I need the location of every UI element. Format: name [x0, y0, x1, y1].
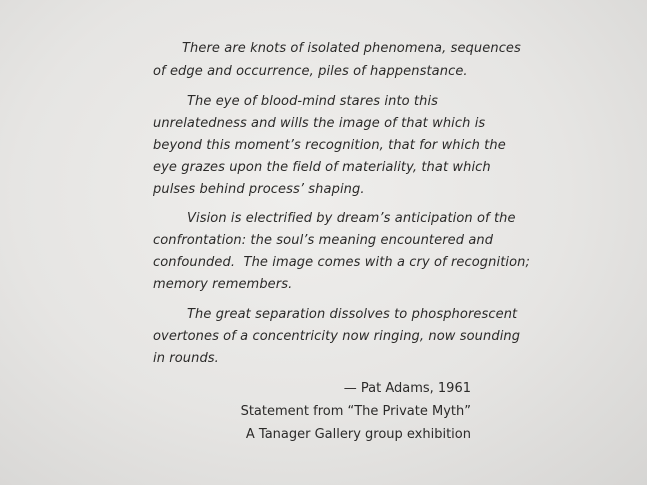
stanza-3-line-3: confounded. The image comes with a cry of recognition; [153, 255, 530, 270]
credit-author: — Pat Adams, 1961 [343, 381, 471, 396]
stanza-2-line-2: unrelatedness and wills the image of that which is [153, 116, 486, 131]
stanza-4-line-1: The great separation dissolves to phosphorescent [187, 307, 518, 322]
stanza-1-line-1: There are knots of isolated phenomena, sequences [182, 41, 521, 56]
credit-exhibition: A Tanager Gallery group exhibition [245, 427, 471, 442]
stanza-1-line-2: of edge and occurrence, piles of happenstance. [153, 64, 468, 79]
credit-source: Statement from “The Private Myth” [240, 404, 471, 419]
stanza-3-line-1: Vision is electrified by dream’s anticipation of the [187, 211, 516, 226]
stanza-2-line-4: eye grazes upon the field of materiality, that which [153, 160, 491, 175]
stanza-3-line-2: confrontation: the soul’s meaning encountered and [153, 233, 494, 248]
stanza-4-line-3: in rounds. [153, 351, 219, 366]
stanza-2-line-5: pulses behind process’ shaping. [153, 182, 365, 197]
stanza-2-line-1: The eye of blood-mind stares into this [187, 94, 439, 109]
stanza-2-line-3: beyond this moment’s recognition, that for which the [153, 138, 506, 153]
stanza-3-line-4: memory remembers. [153, 277, 293, 292]
stanza-4-line-2: overtones of a concentricity now ringing, now sounding [153, 329, 521, 344]
